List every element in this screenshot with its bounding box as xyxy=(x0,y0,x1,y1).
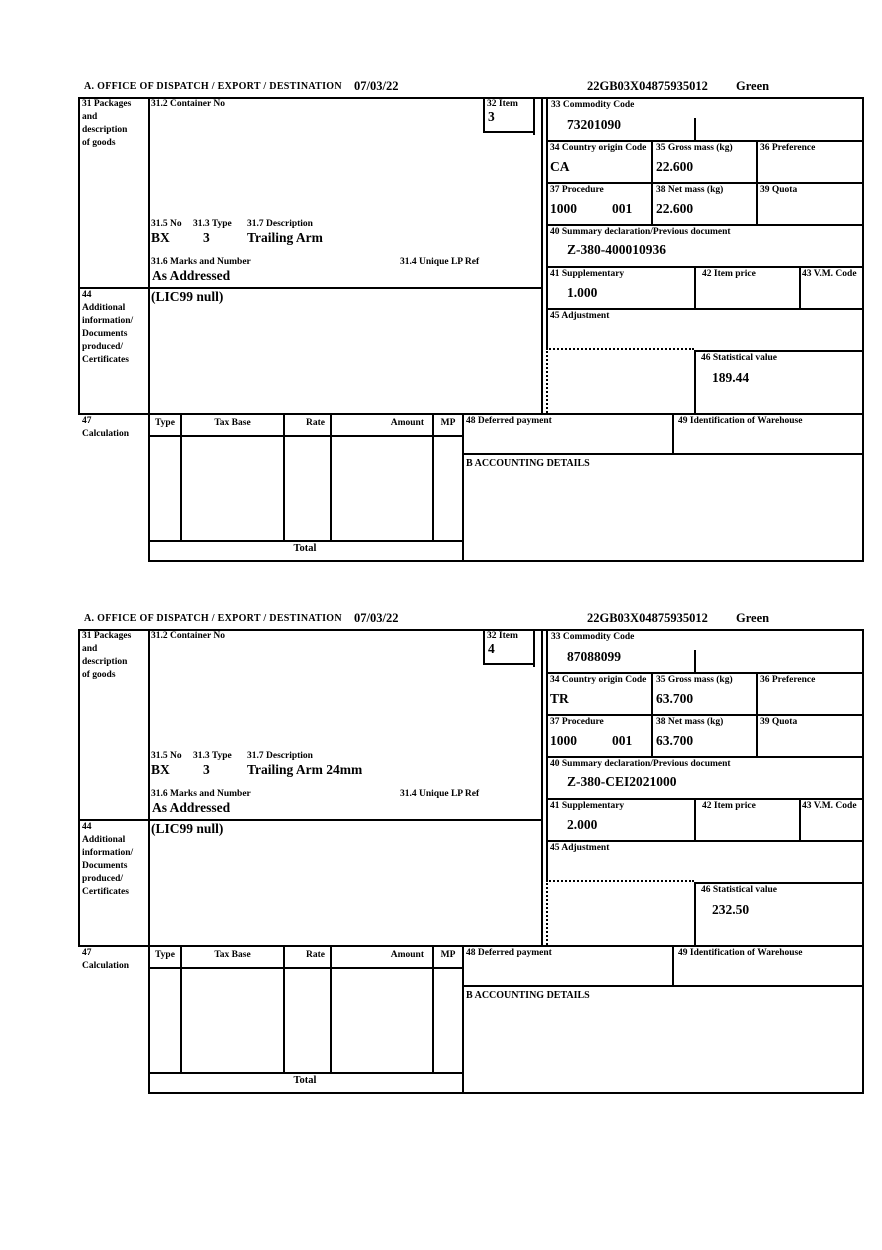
country-origin-value: CA xyxy=(550,159,570,174)
supplementary-label: 41 Supplementary xyxy=(550,269,625,279)
divider xyxy=(330,945,332,1072)
description-label: 31.7 Description xyxy=(247,751,313,761)
previous-document-value: Z-380-400010936 xyxy=(567,242,666,257)
dotted-divider xyxy=(546,880,548,945)
country-origin-value: TR xyxy=(550,691,569,706)
summary-declaration-label: 40 Summary declaration/Previous document xyxy=(550,759,731,769)
divider xyxy=(78,97,80,415)
supplementary-value: 2.000 xyxy=(567,817,598,832)
statistical-value: 232.50 xyxy=(712,902,750,917)
box31-label: and xyxy=(82,112,98,122)
divider xyxy=(432,945,434,1072)
divider xyxy=(432,413,434,540)
gross-mass-value: 63.700 xyxy=(656,691,694,706)
goods-description: Trailing Arm 24mm xyxy=(247,762,363,777)
routing-status: Green xyxy=(736,79,770,93)
divider xyxy=(694,798,696,840)
divider xyxy=(694,882,862,884)
marks-number-label: 31.6 Marks and Number xyxy=(151,257,251,267)
marks-number-label: 31.6 Marks and Number xyxy=(151,789,251,799)
divider xyxy=(546,629,548,880)
net-mass-value: 22.600 xyxy=(656,201,694,216)
divider xyxy=(546,798,862,800)
divider xyxy=(462,453,862,455)
description-label: 31.7 Description xyxy=(247,219,313,229)
item-label: 32 Item xyxy=(487,631,518,641)
divider xyxy=(148,97,150,562)
office-of-dispatch-label: A. OFFICE OF DISPATCH / EXPORT / DESTINATION xyxy=(84,613,342,624)
statistical-value: 189.44 xyxy=(712,370,750,385)
col-header-tax-base: Tax Base xyxy=(214,418,251,428)
adjustment-label: 45 Adjustment xyxy=(550,311,610,321)
divider xyxy=(148,435,462,437)
divider xyxy=(651,672,653,756)
divider xyxy=(462,985,862,987)
box44-label: Documents xyxy=(82,329,128,339)
additional-info-value: (LIC99 null) xyxy=(151,821,224,836)
divider xyxy=(462,945,464,1092)
divider xyxy=(651,140,653,224)
col-header-mp: MP xyxy=(440,418,456,428)
box31-label: 31 Packages xyxy=(82,631,132,641)
box44-label: Certificates xyxy=(82,355,129,365)
col-header-amount: Amount xyxy=(390,418,424,428)
deferred-payment-label: 48 Deferred payment xyxy=(466,948,552,958)
declaration-date: 07/03/22 xyxy=(354,611,399,625)
marks-number-value: As Addressed xyxy=(152,800,231,815)
divider xyxy=(694,350,696,413)
gross-mass-label: 35 Gross mass (kg) xyxy=(656,675,733,685)
package-no-label: 31.5 No xyxy=(151,751,182,761)
box44-label: 44 xyxy=(82,822,92,832)
divider xyxy=(546,182,862,184)
accounting-details-label: B ACCOUNTING DETAILS xyxy=(466,458,590,469)
warehouse-id-label: 49 Identification of Warehouse xyxy=(678,948,803,958)
divider xyxy=(672,413,674,453)
package-type-label: 31.3 Type xyxy=(193,219,232,229)
net-mass-value: 63.700 xyxy=(656,733,694,748)
divider xyxy=(546,224,862,226)
item-number: 3 xyxy=(488,109,495,124)
gross-mass-label: 35 Gross mass (kg) xyxy=(656,143,733,153)
divider xyxy=(546,672,862,674)
divider xyxy=(483,131,535,133)
divider xyxy=(533,629,535,667)
col-header-rate: Rate xyxy=(306,950,325,960)
net-mass-label: 38 Net mass (kg) xyxy=(656,185,724,195)
divider xyxy=(148,1072,462,1074)
divider xyxy=(148,540,462,542)
divider xyxy=(541,629,543,945)
divider xyxy=(541,97,543,413)
divider xyxy=(330,413,332,540)
dotted-divider xyxy=(546,348,694,350)
commodity-code-value: 87088099 xyxy=(567,649,621,664)
procedure-value: 1000 xyxy=(550,201,577,216)
box31-label: description xyxy=(82,125,128,135)
box44-label: Additional xyxy=(82,303,126,313)
procedure-value-2: 001 xyxy=(612,201,633,216)
commodity-code-tick xyxy=(694,650,696,672)
divider xyxy=(546,714,862,716)
box31-label: description xyxy=(82,657,128,667)
divider xyxy=(756,140,758,224)
box44-label: information/ xyxy=(82,848,134,858)
package-no-value: BX xyxy=(151,762,170,777)
total-label: Total xyxy=(293,1075,317,1086)
previous-document-value: Z-380-CEI2021000 xyxy=(567,774,677,789)
box31-label: and xyxy=(82,644,98,654)
goods-description: Trailing Arm xyxy=(247,230,323,245)
divider xyxy=(533,97,535,135)
divider xyxy=(546,756,862,758)
divider xyxy=(148,967,462,969)
divider xyxy=(78,413,862,415)
divider xyxy=(694,266,696,308)
box44-label: Certificates xyxy=(82,887,129,897)
divider xyxy=(756,672,758,756)
commodity-code-tick xyxy=(694,118,696,140)
box31-label: of goods xyxy=(82,670,116,680)
dotted-divider xyxy=(546,880,694,882)
movement-reference-number: 22GB03X04875935012 xyxy=(587,611,708,625)
package-type-value: 3 xyxy=(203,762,210,777)
col-header-rate: Rate xyxy=(306,418,325,428)
divider xyxy=(694,882,696,945)
col-header-type: Type xyxy=(155,418,175,428)
item-number: 4 xyxy=(488,641,495,656)
preference-label: 36 Preference xyxy=(760,143,816,153)
divider xyxy=(283,413,285,540)
preference-label: 36 Preference xyxy=(760,675,816,685)
divider xyxy=(799,798,801,840)
divider xyxy=(180,413,182,540)
divider xyxy=(483,663,535,665)
procedure-value-2: 001 xyxy=(612,733,633,748)
box44-label: Documents xyxy=(82,861,128,871)
divider xyxy=(483,629,485,663)
country-origin-label: 34 Country origin Code xyxy=(550,675,647,685)
deferred-payment-label: 48 Deferred payment xyxy=(466,416,552,426)
vm-code-label: 43 V.M. Code xyxy=(802,269,857,279)
country-origin-label: 34 Country origin Code xyxy=(550,143,647,153)
box44-label: produced/ xyxy=(82,874,124,884)
office-of-dispatch-label: A. OFFICE OF DISPATCH / EXPORT / DESTINATION xyxy=(84,81,342,92)
divider xyxy=(546,266,862,268)
item-price-label: 42 Item price xyxy=(702,269,756,279)
box47-label: 47 xyxy=(82,416,92,426)
container-no-label: 31.2 Container No xyxy=(151,99,225,109)
procedure-label: 37 Procedure xyxy=(550,185,604,195)
divider xyxy=(546,840,862,842)
box47-label: 47 xyxy=(82,948,92,958)
divider xyxy=(462,413,464,560)
declaration-item-block-2 xyxy=(0,612,882,1096)
marks-number-value: As Addressed xyxy=(152,268,231,283)
divider xyxy=(862,629,864,1094)
unique-lp-ref-label: 31.4 Unique LP Ref xyxy=(400,789,480,799)
package-no-label: 31.5 No xyxy=(151,219,182,229)
divider xyxy=(180,945,182,1072)
accounting-details-label: B ACCOUNTING DETAILS xyxy=(466,990,590,1001)
col-header-type: Type xyxy=(155,950,175,960)
gross-mass-value: 22.600 xyxy=(656,159,694,174)
divider xyxy=(546,308,862,310)
container-no-label: 31.2 Container No xyxy=(151,631,225,641)
unique-lp-ref-label: 31.4 Unique LP Ref xyxy=(400,257,480,267)
box31-label: of goods xyxy=(82,138,116,148)
commodity-code-value: 73201090 xyxy=(567,117,621,132)
warehouse-id-label: 49 Identification of Warehouse xyxy=(678,416,803,426)
vm-code-label: 43 V.M. Code xyxy=(802,801,857,811)
declaration-date: 07/03/22 xyxy=(354,79,399,93)
col-header-amount: Amount xyxy=(390,950,424,960)
divider xyxy=(694,350,862,352)
quota-label: 39 Quota xyxy=(760,185,798,195)
commodity-code-label: 33 Commodity Code xyxy=(551,632,635,642)
box44-label: information/ xyxy=(82,316,134,326)
commodity-code-label: 33 Commodity Code xyxy=(551,100,635,110)
box44-label: produced/ xyxy=(82,342,124,352)
box47-label: Calculation xyxy=(82,429,129,439)
summary-declaration-label: 40 Summary declaration/Previous document xyxy=(550,227,731,237)
col-header-mp: MP xyxy=(440,950,456,960)
supplementary-value: 1.000 xyxy=(567,285,598,300)
divider xyxy=(799,266,801,308)
net-mass-label: 38 Net mass (kg) xyxy=(656,717,724,727)
divider xyxy=(148,1092,862,1094)
divider xyxy=(148,560,862,562)
procedure-label: 37 Procedure xyxy=(550,717,604,727)
adjustment-label: 45 Adjustment xyxy=(550,843,610,853)
divider xyxy=(283,945,285,1072)
total-label: Total xyxy=(293,543,317,554)
procedure-value: 1000 xyxy=(550,733,577,748)
dotted-divider xyxy=(546,348,548,413)
divider xyxy=(78,629,80,947)
routing-status: Green xyxy=(736,611,770,625)
package-type-label: 31.3 Type xyxy=(193,751,232,761)
box44-label: Additional xyxy=(82,835,126,845)
package-no-value: BX xyxy=(151,230,170,245)
statistical-value-label: 46 Statistical value xyxy=(701,353,777,363)
statistical-value-label: 46 Statistical value xyxy=(701,885,777,895)
divider xyxy=(862,97,864,562)
item-label: 32 Item xyxy=(487,99,518,109)
package-type-value: 3 xyxy=(203,230,210,245)
divider xyxy=(78,945,862,947)
additional-info-value: (LIC99 null) xyxy=(151,289,224,304)
declaration-item-block-1 xyxy=(0,80,882,564)
divider xyxy=(483,97,485,131)
supplementary-label: 41 Supplementary xyxy=(550,801,625,811)
divider xyxy=(672,945,674,985)
box47-label: Calculation xyxy=(82,961,129,971)
divider xyxy=(546,97,548,348)
divider xyxy=(148,629,150,1094)
divider xyxy=(546,140,862,142)
movement-reference-number: 22GB03X04875935012 xyxy=(587,79,708,93)
quota-label: 39 Quota xyxy=(760,717,798,727)
box44-label: 44 xyxy=(82,290,92,300)
box31-label: 31 Packages xyxy=(82,99,132,109)
item-price-label: 42 Item price xyxy=(702,801,756,811)
col-header-tax-base: Tax Base xyxy=(214,950,251,960)
